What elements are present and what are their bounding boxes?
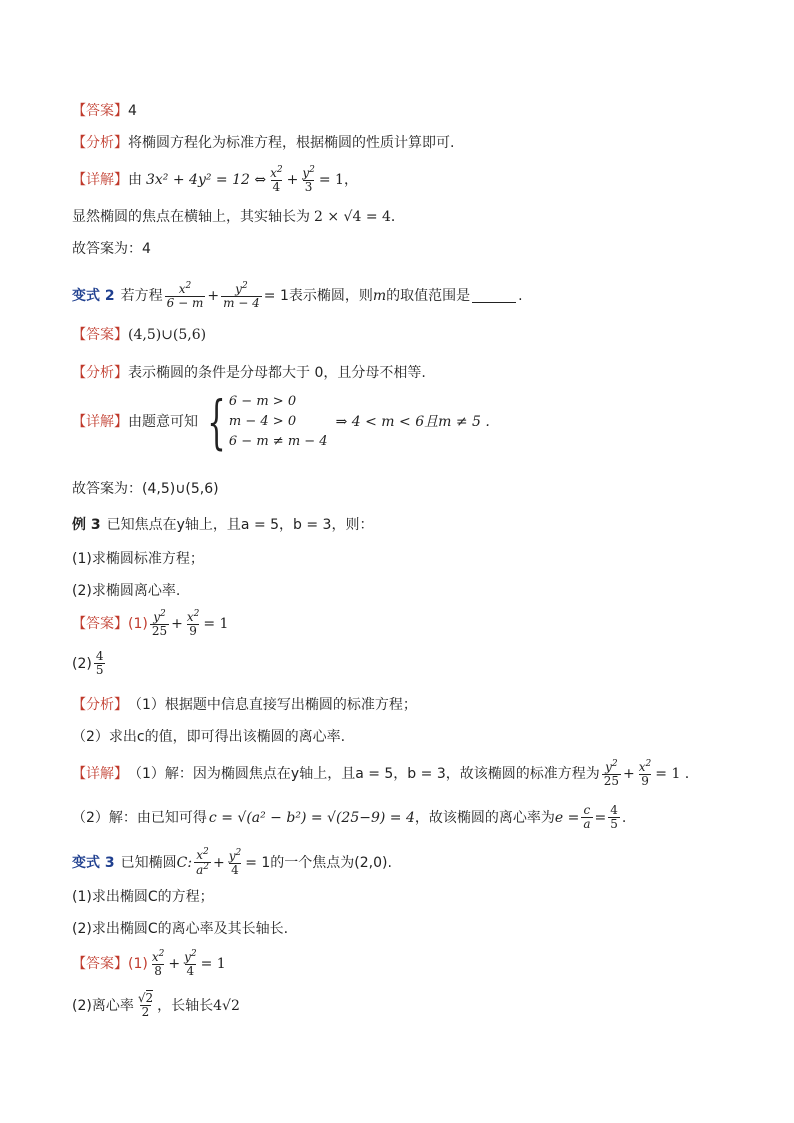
fraction-y2-m4: $\frac{y^2}{m - 4}$ bbox=[223, 281, 260, 311]
detail-line-2 bbox=[72, 210, 405, 224]
fraction-y2-25: $\frac{y^2}{25}$ bbox=[151, 609, 168, 639]
system-row-3: 6 − m ≠ m − 4 bbox=[228, 434, 328, 449]
inequality-system: { 6 − m > 0 m − 4 > 0 6 − m ≠ m − 4 bbox=[207, 388, 328, 456]
analysis-text: 将椭圆方程化为标准方程，根据椭圆的性质计算即可. bbox=[128, 135, 455, 151]
variant3-answer-2 bbox=[72, 992, 240, 1019]
variant2-analysis-text: 表示椭圆的条件是分母都大于 0，且分母不相等. bbox=[128, 365, 426, 381]
variant2-end: 的取值范围是 bbox=[386, 288, 471, 305]
fraction-y2-3: $\frac{y^2}{3}$ bbox=[302, 165, 315, 195]
example3-part2: (2)求椭圆离心率. bbox=[72, 583, 181, 599]
variant3-c: C: bbox=[176, 854, 193, 871]
detail-line2-text: 显然椭圆的焦点在横轴上，其实轴长为 bbox=[72, 209, 310, 225]
variant2-dot: . bbox=[518, 288, 523, 305]
variant2-tail: = 1表示椭圆，则 bbox=[263, 288, 373, 305]
example3-answer-p1: (1) bbox=[128, 616, 148, 633]
fraction-y2-4b: $\frac{y^2}{4}$ bbox=[184, 949, 197, 979]
example3-analysis1: （1）根据题中信息直接写出椭圆的标准方程； bbox=[128, 697, 417, 713]
detail-prefix: 由 bbox=[128, 172, 142, 189]
example3-answer-2 bbox=[72, 650, 107, 677]
analysis-tag: 【分析】 bbox=[72, 365, 128, 381]
example3-detail2-e: e = bbox=[554, 809, 580, 826]
answer-line-1 bbox=[72, 104, 137, 118]
variant2-conclusion: ⇒ 4 < m < 6且m ≠ 5 . bbox=[335, 414, 490, 430]
fraction-x2-4: $\frac{x^2}{4}$ bbox=[270, 165, 283, 195]
variant2-analysis bbox=[72, 366, 426, 380]
answer-tag: 【答案】 bbox=[72, 327, 128, 343]
example3-detail2-mid: ，故该椭圆的离心率为 bbox=[414, 809, 555, 826]
answer-blank bbox=[472, 290, 516, 303]
variant3-answer-p2a: (2)离心率 bbox=[72, 997, 134, 1014]
system-row-1: 6 − m > 0 bbox=[228, 394, 297, 409]
variant2-var: m bbox=[372, 288, 387, 305]
variant2-answer bbox=[72, 328, 206, 342]
answer-tag: 【答案】 bbox=[72, 956, 128, 973]
example3-question bbox=[72, 518, 373, 532]
variant3-part1: (1)求出椭圆C的方程； bbox=[72, 889, 214, 905]
fraction-4-5b: $\frac{4}{5}$ bbox=[610, 803, 618, 832]
example3-answer-p2: (2) bbox=[72, 655, 92, 672]
analysis-line-1 bbox=[72, 136, 454, 150]
example3-answer: 【答案】 (1) $\frac{y^2}{25}$ + $\frac{x^2}{9}$ = 1 bbox=[72, 609, 229, 639]
analysis-tag: 【分析】 bbox=[72, 697, 128, 713]
variant3-prefix: 已知椭圆 bbox=[120, 854, 177, 871]
variant2-prefix: 若方程 bbox=[120, 288, 163, 305]
fraction-x2-9b: $\frac{x^2}{9}$ bbox=[638, 759, 652, 789]
fraction-y2-25b: $\frac{y^2}{25}$ bbox=[603, 759, 620, 789]
example3-detail2-expr: c = √(a² − b²) = √(25−9) = 4 bbox=[208, 809, 415, 826]
final-answer-1: 故答案为：4 bbox=[72, 241, 151, 257]
variant3-answer-p2b: ，长轴长 bbox=[157, 997, 214, 1014]
example3-detail2: （2）解：由已知可得 c = √(a² − b²) = √(25−9) = 4 ，故该椭圆的离心率为 e = $\frac{c}{a}$ = $\frac{4}{5}$ . bbox=[72, 803, 627, 832]
answer-value: 4 bbox=[128, 103, 137, 119]
example3-analysis2: （2）求出c的值，即可得出该椭圆的离心率. bbox=[72, 729, 346, 745]
detail-tail: = 1， bbox=[318, 172, 358, 189]
variant3-part2: (2)求出椭圆C的离心率及其长轴长. bbox=[72, 921, 289, 937]
variant2-detail-prefix: 由题意可知 bbox=[128, 414, 198, 430]
fraction-sqrt2-2: $\frac{√2}{2}$ bbox=[137, 991, 154, 1020]
variant2-label: 变式 2 bbox=[72, 288, 115, 305]
variant3-tail: = 1的一个焦点为(2,0). bbox=[245, 854, 392, 871]
variant3-answer-p1: (1) bbox=[128, 956, 148, 973]
variant2-answer-value: (4,5)∪(5,6) bbox=[128, 327, 207, 343]
variant3-label: 变式 3 bbox=[72, 854, 115, 871]
example3-analysis bbox=[72, 698, 417, 712]
example3-detail1: 【详解】 （1）解：因为椭圆焦点在y轴上，且a = 5，b = 3，故该椭圆的标准方程为 $\frac{y^2}{25}$ + $\frac{x^2}{9}$ = 1 . bbox=[72, 759, 690, 789]
answer-tag: 【答案】 bbox=[72, 616, 128, 633]
detail-equation: 3x² + 4y² = 12 ⇔ bbox=[146, 172, 267, 189]
variant3-question: 变式 3 已知椭圆 C: $\frac{x^2}{a^2}$ + $\frac{y^2}{4}$ = 1的一个焦点为(2,0). bbox=[72, 847, 392, 878]
example3-detail1-text: （1）解：因为椭圆焦点在y轴上，且a = 5，b = 3，故该椭圆的标准方程为 bbox=[128, 766, 600, 783]
system-row-2: m − 4 > 0 bbox=[228, 414, 297, 429]
final-answer-2: 故答案为：(4,5)∪(5,6) bbox=[72, 481, 219, 497]
variant2-detail bbox=[72, 388, 490, 456]
detail-line2-end: ． bbox=[390, 209, 405, 225]
example3-detail2-end: . bbox=[621, 809, 627, 826]
example3-label: 例 3 bbox=[72, 517, 101, 533]
fraction-4-5: $\frac{4}{5}$ bbox=[95, 649, 104, 678]
fraction-y2-4: $\frac{y^2}{4}$ bbox=[228, 847, 242, 877]
fraction-x2-6m: $\frac{x^2}{6 - m}$ bbox=[166, 281, 204, 311]
detail-line-1: 【详解】 由 3x² + 4y² = 12 ⇔ $\frac{x^2}{4}$ + $\frac{y^2}{3}$ = 1， bbox=[72, 165, 358, 195]
detail-line2-expr: 2 × √4 = 4 bbox=[314, 209, 391, 225]
detail-tag: 【详解】 bbox=[72, 172, 128, 189]
detail-tag: 【详解】 bbox=[72, 766, 128, 783]
fraction-x2-9: $\frac{x^2}{9}$ bbox=[186, 609, 200, 639]
example3-detail2-text: （2）解：由已知可得 bbox=[72, 809, 207, 826]
answer-tag: 【答案】 bbox=[72, 103, 128, 119]
detail-tag: 【详解】 bbox=[72, 414, 128, 430]
fraction-x2-8: $\frac{x^2}{8}$ bbox=[151, 949, 165, 979]
variant2-question: 变式 2 若方程 $\frac{x^2}{6 - m}$ + $\frac{y^2}{m - 4}$ = 1表示椭圆，则 m 的取值范围是 . bbox=[72, 281, 523, 311]
variant3-answer-p2c: 4√2 bbox=[213, 997, 240, 1014]
fraction-x2-a2: $\frac{x^2}{a^2}$ bbox=[196, 847, 209, 878]
example3-part1: (1)求椭圆标准方程； bbox=[72, 551, 204, 567]
analysis-tag: 【分析】 bbox=[72, 135, 128, 151]
variant3-answer: 【答案】 (1) $\frac{x^2}{8}$ + $\frac{y^2}{4}$ = 1 bbox=[72, 949, 226, 979]
fraction-c-a: $\frac{c}{a}$ bbox=[583, 803, 591, 832]
example3-detail1-end: = 1 . bbox=[655, 766, 690, 783]
example3-text: 已知焦点在y轴上，且a = 5，b = 3，则： bbox=[106, 517, 374, 533]
